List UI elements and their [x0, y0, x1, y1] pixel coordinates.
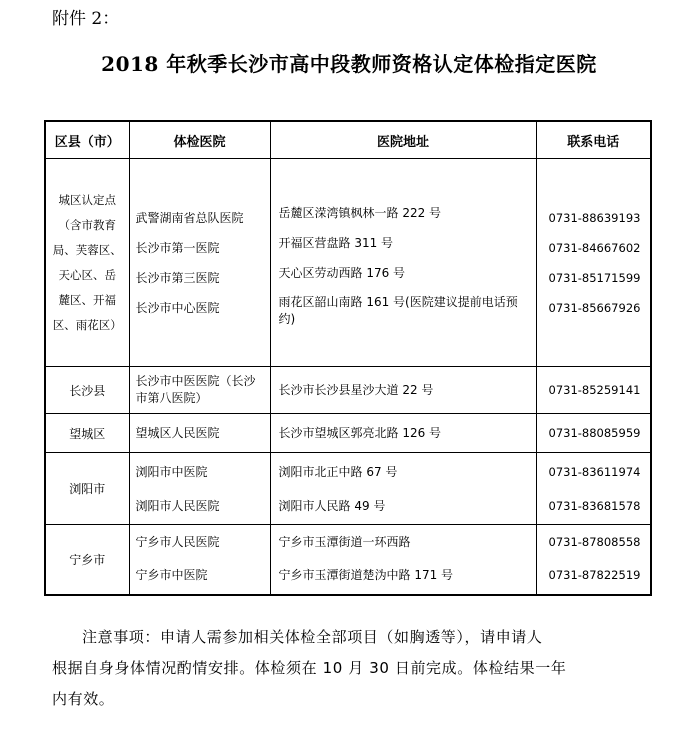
hospital-address: 雨花区韶山南路 161 号(医院建议提前电话预约): [278, 294, 518, 326]
phone-cell: [536, 414, 651, 453]
table-row: [45, 414, 651, 453]
hospital-name: 武警湖南省总队医院: [135, 210, 244, 225]
header-hospital: 体检医院: [129, 121, 270, 159]
phone-number: 0731-88639193: [548, 210, 641, 225]
hospital-name: 浏阳市中医院: [135, 464, 208, 479]
hospital-address: 宁乡市玉潭街道楚沩中路 171 号: [278, 568, 454, 583]
attachment-label: 附件 2：: [52, 9, 120, 29]
notice-line: 注意事项：申请人需参加相关体检全部项目（如胸透等），请申请人: [82, 628, 543, 646]
table-row: [45, 367, 651, 414]
phone-cell: [536, 453, 651, 525]
hospital-cell: [129, 159, 270, 367]
hospital-address: 岳麓区溁湾镇枫林一路 222 号: [278, 205, 442, 220]
district-line: 区、雨花区）: [52, 317, 122, 332]
address-cell: [270, 453, 536, 525]
hospital-name: 浏阳市人民医院: [135, 498, 220, 513]
hospital-cell: [129, 367, 270, 414]
header-address: 医院地址: [270, 121, 536, 159]
hospital-name: 长沙市第三医院: [135, 270, 220, 285]
hospital-name: 长沙市第一医院: [135, 240, 220, 255]
notice-line: 根据自身身体情况酌情安排。体检须在 10 月 30 日前完成。体检结果一年: [52, 659, 567, 677]
table-row: [45, 525, 651, 595]
hospital-address: 天心区劳动西路 176 号: [278, 265, 406, 280]
phone-number: 0731-83681578: [548, 498, 641, 513]
notice-line: 内有效。: [52, 690, 115, 708]
district-cell: [45, 453, 129, 525]
address-cell: [270, 159, 536, 367]
district-line: 城区认定点: [58, 192, 116, 207]
hospital-address: 宁乡市玉潭街道一环西路: [278, 535, 411, 550]
address-cell: [270, 525, 536, 595]
hospital-cell: [129, 414, 270, 453]
district-line: （含市教育: [58, 217, 116, 232]
hospital-name: 宁乡市人民医院: [135, 535, 220, 550]
phone-number: 0731-85259141: [548, 383, 641, 397]
hospital-table: [44, 120, 652, 596]
table-row: [45, 453, 651, 525]
phone-number: 0731-85667926: [548, 300, 641, 315]
phone-cell: [536, 159, 651, 367]
district-cell: [45, 159, 129, 367]
notice-paragraph: [52, 622, 644, 715]
district-line: 宁乡市: [69, 552, 106, 567]
address-cell: [270, 367, 536, 414]
hospital-address: 浏阳市人民路 49 号: [278, 498, 386, 513]
district-cell: [45, 367, 129, 414]
document-title: 2018 年秋季长沙市高中段教师资格认定体检指定医院: [101, 52, 597, 76]
hospital-address: 长沙市望城区郭亮北路 126 号: [278, 426, 442, 440]
phone-number: 0731-85171599: [548, 270, 641, 285]
hospital-name: 长沙市中医医院（长沙市第八医院）: [135, 374, 256, 405]
district-line: 望城区: [69, 426, 106, 441]
district-line: 麓区、开福: [58, 292, 116, 307]
address-cell: [270, 414, 536, 453]
district-line: 浏阳市: [69, 482, 106, 496]
phone-number: 0731-87822519: [548, 568, 641, 583]
phone-number: 0731-83611974: [548, 464, 641, 479]
phone-cell: [536, 367, 651, 414]
table-header-row: [45, 121, 651, 159]
district-cell: [45, 414, 129, 453]
phone-number: 0731-84667602: [548, 240, 641, 255]
table-row: [45, 159, 651, 367]
district-cell: [45, 525, 129, 595]
hospital-name: 宁乡市中医院: [135, 568, 208, 583]
hospital-name: 长沙市中心医院: [135, 300, 220, 315]
header-phone: 联系电话: [536, 121, 651, 159]
hospital-address: 浏阳市北正中路 67 号: [278, 464, 398, 479]
header-district: 区县（市）: [45, 121, 129, 159]
district-line: 局、芙蓉区、: [52, 242, 122, 257]
district-line: 天心区、岳: [58, 267, 116, 282]
district-line: 长沙县: [69, 383, 106, 398]
hospital-cell: [129, 525, 270, 595]
hospital-address: 长沙市长沙县星沙大道 22 号: [278, 383, 434, 397]
phone-number: 0731-88085959: [548, 426, 641, 440]
hospital-cell: [129, 453, 270, 525]
hospital-name: 望城区人民医院: [135, 426, 220, 440]
hospital-address: 开福区营盘路 311 号: [278, 235, 394, 250]
phone-cell: [536, 525, 651, 595]
phone-number: 0731-87808558: [548, 535, 641, 550]
